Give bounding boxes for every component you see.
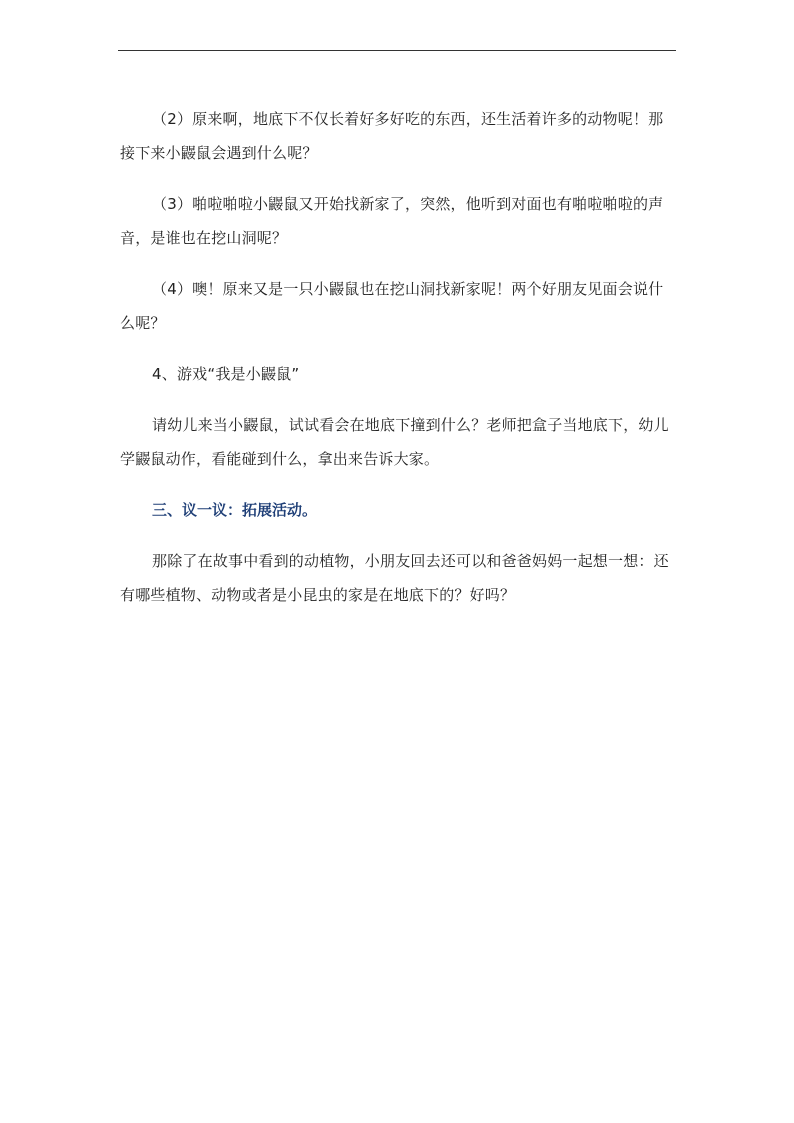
document-body — [120, 102, 676, 629]
game-instructions: 请幼儿来当小鼹鼠，试试看会在地底下撞到什么？老师把盒子当地底下，幼儿学鼹鼠动作，看能碰到什么，拿出来告诉大家。 — [120, 416, 669, 468]
paragraph-step-2: （2）原来啊，地底下不仅长着好多好吃的东西，还生活着许多的动物呢！那接下来小鼹鼠会遇到什么呢？ — [120, 110, 664, 162]
header-rule — [118, 50, 676, 51]
paragraph-step-4: （4）噢！原来又是一只小鼹鼠也在挖山洞找新家呢！两个好朋友见面会说什么呢？ — [120, 280, 664, 332]
paragraph-step-3: （3）啪啦啪啦小鼹鼠又开始找新家了，突然，他听到对面也有啪啦啪啦的声音，是谁也在挖山洞呢？ — [120, 195, 664, 247]
closing-paragraph: 那除了在故事中看到的动植物，小朋友回去还可以和爸爸妈妈一起想一想：还有哪些植物、动物或者是小昆虫的家是在地底下的？好吗？ — [120, 552, 669, 604]
section-heading: 三、议一议：拓展活动。 — [152, 501, 318, 519]
game-title: 4、游戏“我是小鼹鼠” — [152, 365, 300, 383]
